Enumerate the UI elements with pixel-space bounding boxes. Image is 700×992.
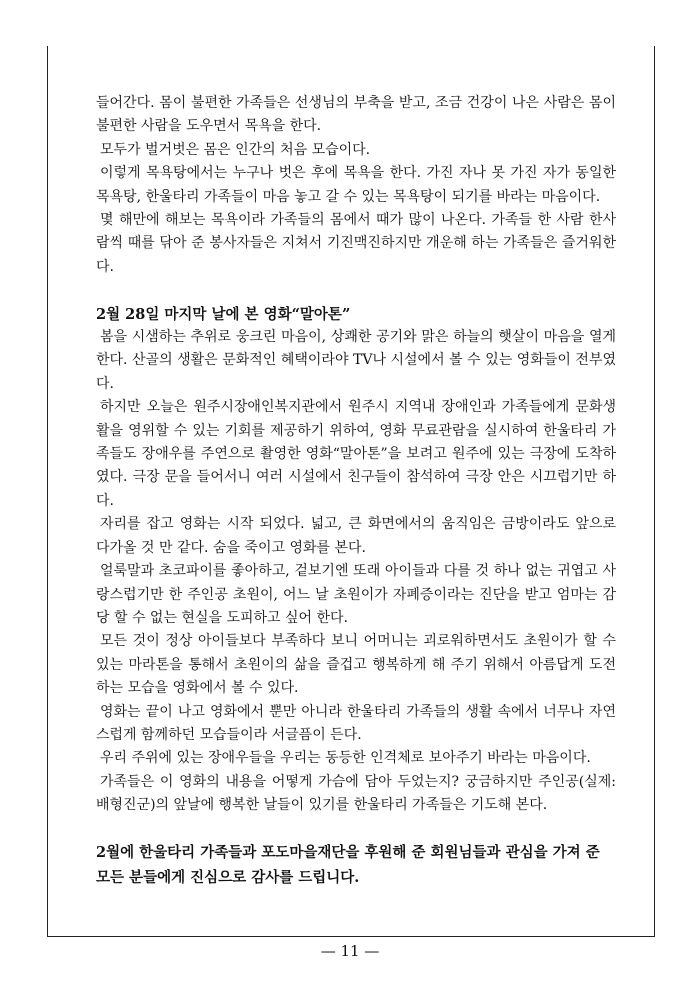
section-bath	[96, 92, 616, 279]
paragraph: 봄을 시샘하는 추위로 웅크린 마음이, 상쾌한 공기와 맑은 하늘의 햇살이 마음을 열게 한다. 산골의 생활은 문화적인 혜택이라야 TV나 시설에서 볼 수 있는 영화들이 전부였다.	[96, 329, 616, 392]
paragraph: 모든 것이 정상 아이들보다 부족하다 보니 어머니는 괴로워하면서도 초원이가 할 수 있는 마라톤을 통해서 초원이의 삶을 즐겁고 행복하게 해 주기 위해서 아름답게 도전하는 모습을 영화에서 볼 수 있다.	[96, 633, 616, 697]
section-movie	[96, 303, 616, 818]
paragraph: 자리를 잡고 영화는 시작 되었다. 넓고, 큰 화면에서의 움직임은 금방이라도 앞으로 다가올 것 만 같다. 숨을 죽이고 영화를 본다.	[96, 516, 616, 556]
paragraph: 얼룩말과 초코파이를 좋아하고, 겉보기엔 또래 아이들과 다를 것 하나 없는 귀엽고 사랑스럽기만 한 주인공 초원이, 어느 날 초원이가 자폐증이라는 진단을 받고 엄마는 감당 할 수 없는 현실을 도피하고 싶어 한다.	[96, 563, 616, 626]
paragraph: 몇 해만에 해보는 목욕이라 가족들의 몸에서 때가 많이 나온다. 가족들 한 사람 한사람씩 때를 닦아 준 봉사자들은 지쳐서 기진맥진하지만 개운해 하는 가족들은 즐거워한다.	[96, 212, 616, 275]
paragraph: 이렇게 목욕탕에서는 누구나 벗은 후에 목욕을 한다. 가진 자나 못 가진 자가 동일한 목욕탕, 한울타리 가족들이 마음 놓고 갈 수 있는 목욕탕이 되기를 바라는 마음이다.	[96, 165, 616, 205]
paragraph: 모두가 벌거벗은 몸은 인간의 처음 모습이다.	[100, 141, 371, 158]
paragraph: 가족들은 이 영화의 내용을 어떻게 가슴에 담아 두었는지? 궁금하지만 주인공(실제:배형진군)의 앞날에 행복한 날들이 있기를 한울타리 가족들은 기도해 본다.	[96, 773, 616, 814]
closing-thanks: 2월에 한울타리 가족들과 포도마을재단을 후원해 준 회원님들과 관심을 가져 준 모든 분들에게 진심으로 감사를 드립니다.	[96, 843, 600, 886]
paragraph: 들어간다. 몸이 불편한 가족들은 선생님의 부축을 받고, 조금 건강이 나은 사람은 몸이 불편한 사람을 도우면서 목욕을 한다.	[96, 95, 616, 135]
page-number: — 11 —	[320, 942, 380, 960]
paragraph: 우리 주위에 있는 장애우들을 우리는 동등한 인격체로 보아주기 바라는 마음이다.	[100, 750, 591, 767]
paragraph: 영화는 끝이 나고 영화에서 뿐만 아니라 한울타리 가족들의 생활 속에서 너무나 자연스럽게 함께하던 모습들이라 서글픔이 든다.	[96, 703, 616, 743]
paragraph: 하지만 오늘은 원주시장애인복지관에서 원주시 지역내 장애인과 가족들에게 문화생활을 영위할 수 있는 기회를 제공하기 위하여, 영화 무료관람을 실시하여 한울타리 가족들도 장애우를 주연으로 촬영한 영화“말아톤”을 보려고 원주에 있는 극장에 도착하였다. 극장 문을 들어서니 여러 시설에서 친구들이 참석하여 극장 안은 시끄럽기만 하다.	[96, 399, 616, 509]
document-body	[96, 92, 616, 890]
section-heading: 2월 28일 마지막 날에 본 영화“말아톤”	[96, 305, 351, 323]
